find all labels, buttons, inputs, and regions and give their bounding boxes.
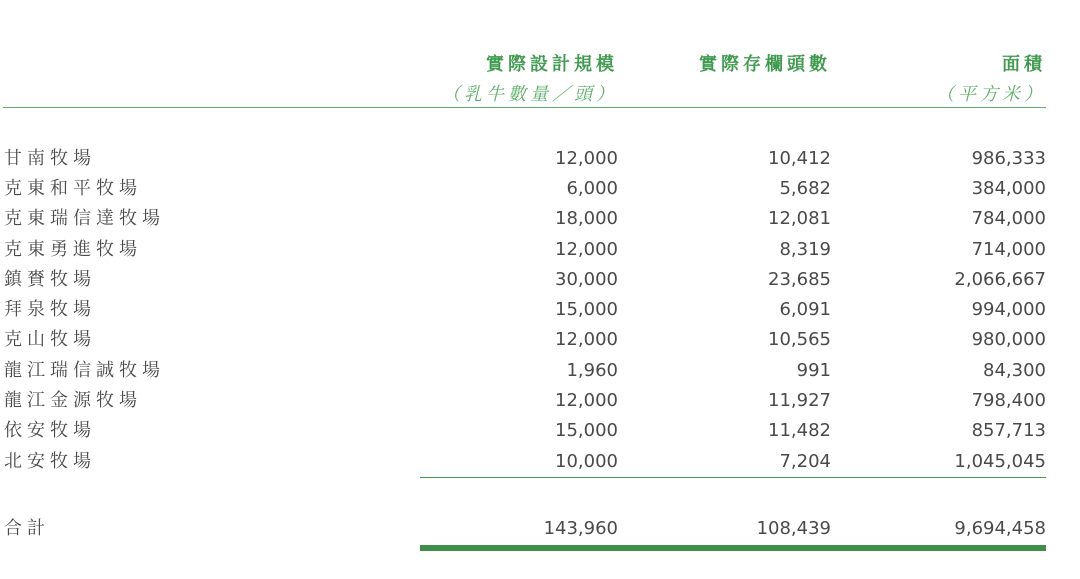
design-capacity-value: 6,000 bbox=[566, 178, 618, 199]
table-row bbox=[0, 235, 1080, 265]
farm-name: 鎮賚牧場 bbox=[4, 269, 96, 290]
subtotal-divider bbox=[420, 477, 1046, 478]
farm-name: 克東和平牧場 bbox=[4, 178, 142, 199]
area-value: 994,000 bbox=[971, 299, 1046, 320]
actual-stock-value: 991 bbox=[796, 360, 831, 381]
actual-stock-value: 11,482 bbox=[768, 420, 831, 441]
design-capacity-value: 10,000 bbox=[555, 451, 618, 472]
actual-stock-value: 6,091 bbox=[779, 299, 831, 320]
column-unit-area: （平方米） bbox=[936, 84, 1046, 105]
header-divider bbox=[3, 107, 1046, 108]
farm-name: 克山牧場 bbox=[4, 329, 96, 350]
column-header-area: 面積 bbox=[1002, 54, 1046, 75]
area-value: 84,300 bbox=[983, 360, 1046, 381]
farm-name: 依安牧場 bbox=[4, 420, 96, 441]
farm-name: 拜泉牧場 bbox=[4, 299, 96, 320]
farm-name: 克東勇進牧場 bbox=[4, 239, 142, 260]
design-capacity-value: 12,000 bbox=[555, 239, 618, 260]
column-header-actual-stock: 實際存欄頭數 bbox=[699, 54, 831, 75]
design-capacity-value: 30,000 bbox=[555, 269, 618, 290]
total-label: 合計 bbox=[4, 518, 50, 539]
area-value: 714,000 bbox=[971, 239, 1046, 260]
design-capacity-value: 15,000 bbox=[555, 299, 618, 320]
total-double-rule bbox=[420, 545, 1046, 551]
design-capacity-value: 15,000 bbox=[555, 420, 618, 441]
table-row bbox=[0, 447, 1080, 477]
table-row bbox=[0, 204, 1080, 234]
actual-stock-value: 23,685 bbox=[768, 269, 831, 290]
total-row bbox=[0, 514, 1080, 544]
design-capacity-value: 12,000 bbox=[555, 390, 618, 411]
actual-stock-value: 10,565 bbox=[768, 329, 831, 350]
area-value: 784,000 bbox=[971, 208, 1046, 229]
total-actual-stock: 108,439 bbox=[756, 518, 831, 539]
design-capacity-value: 12,000 bbox=[555, 329, 618, 350]
column-unit-design-capacity: （乳牛數量／頭） bbox=[442, 84, 618, 105]
table-row bbox=[0, 416, 1080, 446]
table-row bbox=[0, 265, 1080, 295]
area-value: 2,066,667 bbox=[954, 269, 1046, 290]
actual-stock-value: 11,927 bbox=[768, 390, 831, 411]
table-row bbox=[0, 386, 1080, 416]
table-row bbox=[0, 295, 1080, 325]
area-value: 798,400 bbox=[971, 390, 1046, 411]
farm-name: 北安牧場 bbox=[4, 451, 96, 472]
actual-stock-value: 5,682 bbox=[779, 178, 831, 199]
area-value: 384,000 bbox=[971, 178, 1046, 199]
area-value: 1,045,045 bbox=[954, 451, 1046, 472]
farm-name: 龍江瑞信誠牧場 bbox=[4, 360, 165, 381]
table-row bbox=[0, 325, 1080, 355]
total-design-capacity: 143,960 bbox=[543, 518, 618, 539]
area-value: 857,713 bbox=[971, 420, 1046, 441]
design-capacity-value: 1,960 bbox=[566, 360, 618, 381]
farm-name: 克東瑞信達牧場 bbox=[4, 208, 165, 229]
table-row bbox=[0, 144, 1080, 174]
area-value: 980,000 bbox=[971, 329, 1046, 350]
design-capacity-value: 12,000 bbox=[555, 148, 618, 169]
table-row bbox=[0, 356, 1080, 386]
area-value: 986,333 bbox=[971, 148, 1046, 169]
design-capacity-value: 18,000 bbox=[555, 208, 618, 229]
farm-name: 龍江金源牧場 bbox=[4, 390, 142, 411]
column-header-design-capacity: 實際設計規模 bbox=[486, 54, 618, 75]
farm-name: 甘南牧場 bbox=[4, 148, 96, 169]
actual-stock-value: 10,412 bbox=[768, 148, 831, 169]
actual-stock-value: 8,319 bbox=[779, 239, 831, 260]
table-row bbox=[0, 174, 1080, 204]
actual-stock-value: 12,081 bbox=[768, 208, 831, 229]
actual-stock-value: 7,204 bbox=[779, 451, 831, 472]
total-area: 9,694,458 bbox=[954, 518, 1046, 539]
